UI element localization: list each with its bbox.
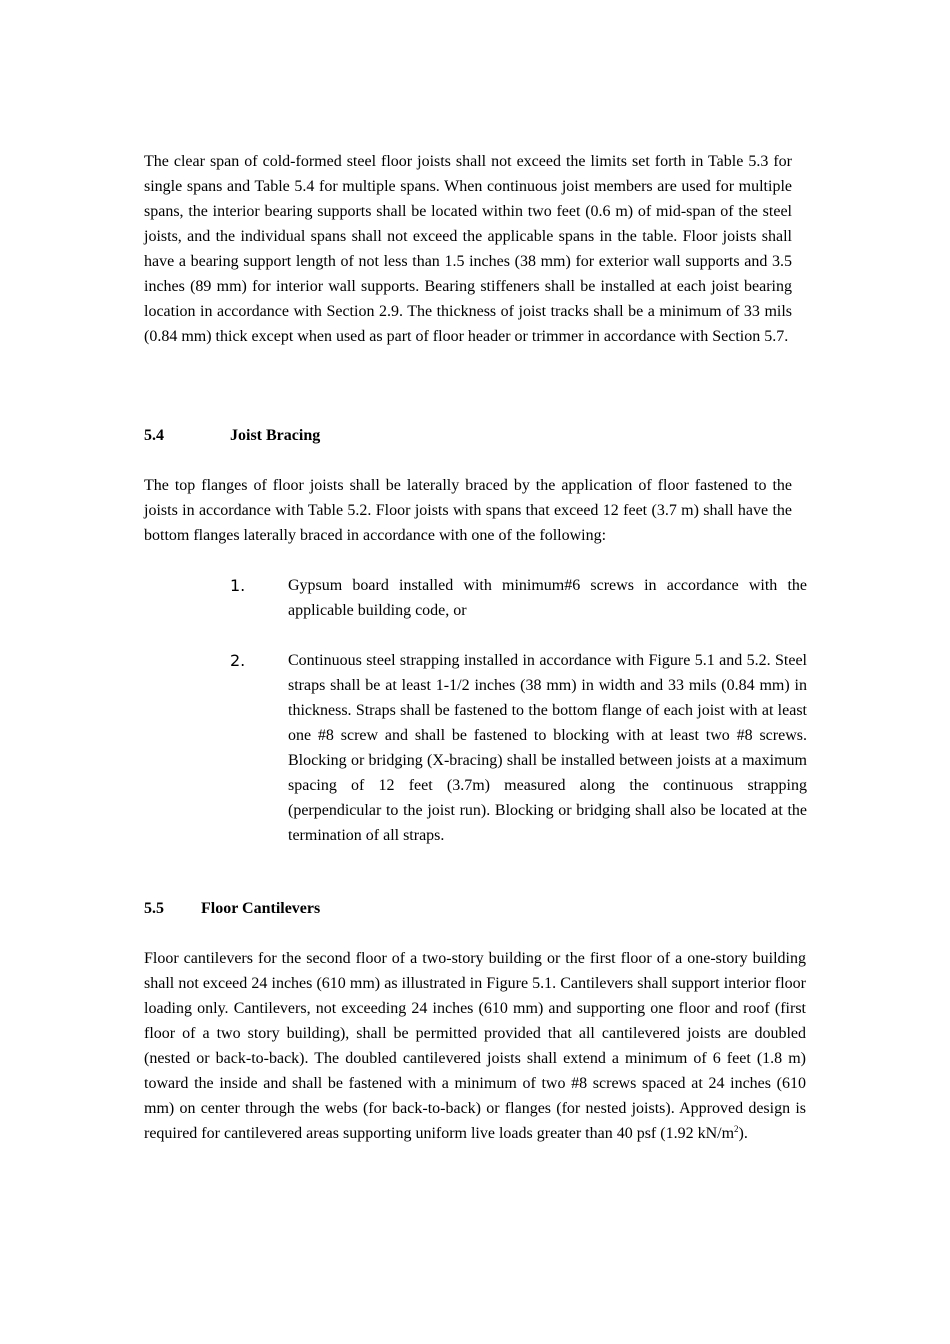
paragraph-end: ). [738, 1125, 748, 1142]
list-marker: 1. [230, 576, 246, 595]
section-title: Floor Cantilevers [201, 900, 321, 917]
list-item-text: Gypsum board installed with minimum#6 screws in accordance with the applicable building code, or [288, 577, 807, 619]
joist-span-paragraph: The clear span of cold-formed steel floor joists shall not exceed the limits set forth in Table 5.3 for single spans and Table 5.4 for multiple spans. When continuous joist members are used for multiple spans, the interior bearing supports shall be located within two feet (0.6 m) of mid-span of the steel joists, and the individual spans shall not exceed the applicable spans in the table. Floor joists shall have a bearing support length of not less than 1.5 inches (38 mm) for exterior wall supports and 3.5 inches (89 mm) for interior wall supports. Bearing stiffeners shall be installed at each joist bearing location in accordance with Section 2.9. The thickness of joist tracks shall be a minimum of 33 mils (0.84 mm) thick except when used as part of floor header or trimmer in accordance with Section 5.7. [144, 153, 792, 345]
joist-bracing-paragraph: The top flanges of floor joists shall be laterally braced by the application of floor fastened to the joists in accordance with Table 5.2. Floor joists with spans that exceed 12 feet (3.7 m) shall have the bottom flanges laterally braced in accordance with one of the following: [144, 477, 792, 544]
section-number: 5.5 [144, 900, 164, 917]
paragraph-text: Floor cantilevers for the second floor of a two-story building or the first floor of a one-story building shall not exceed 24 inches (610 mm) as illustrated in Figure 5.1. Cantilevers shall support interior floor loading only. Cantilevers, not exceeding 24 inches (610 mm) and supporting one floor and roof (first floor of a two story building), shall be permitted provided that all cantilevered joists are doubled (nested or back-to-back). The doubled cantilevered joists shall extend a minimum of 6 feet (1.8 m) toward the inside and shall be fastened with a minimum of two #8 screws spaced at 24 inches (610 mm) on center through the webs (for back-to-back) or flanges (for nested joists). Approved design is required for cantilevered areas supporting uniform live loads greater than 40 psf (1.92 kN/m [144, 950, 806, 1142]
superscript: 2 [734, 1124, 739, 1134]
list-item-text: Continuous steel strapping installed in accordance with Figure 5.1 and 5.2. Steel straps shall be at least 1-1/2 inches (38 mm) in width and 33 mils (0.84 mm) in thickness. Straps shall be fastened to the bottom flange of each joist with at least one #8 screw and shall be fastened to blocking with at least two #8 screws. Blocking or bridging (X-bracing) shall be installed between joists at a maximum spacing of 12 feet (3.7m) measured along the continuous strapping (perpendicular to the joist run). Blocking or bridging shall also be located at the termination of all straps. [288, 652, 807, 844]
floor-cantilevers-paragraph [144, 946, 806, 1146]
section-number: 5.4 [144, 427, 164, 444]
list-marker: 2. [230, 651, 246, 670]
section-title: Joist Bracing [230, 427, 321, 444]
